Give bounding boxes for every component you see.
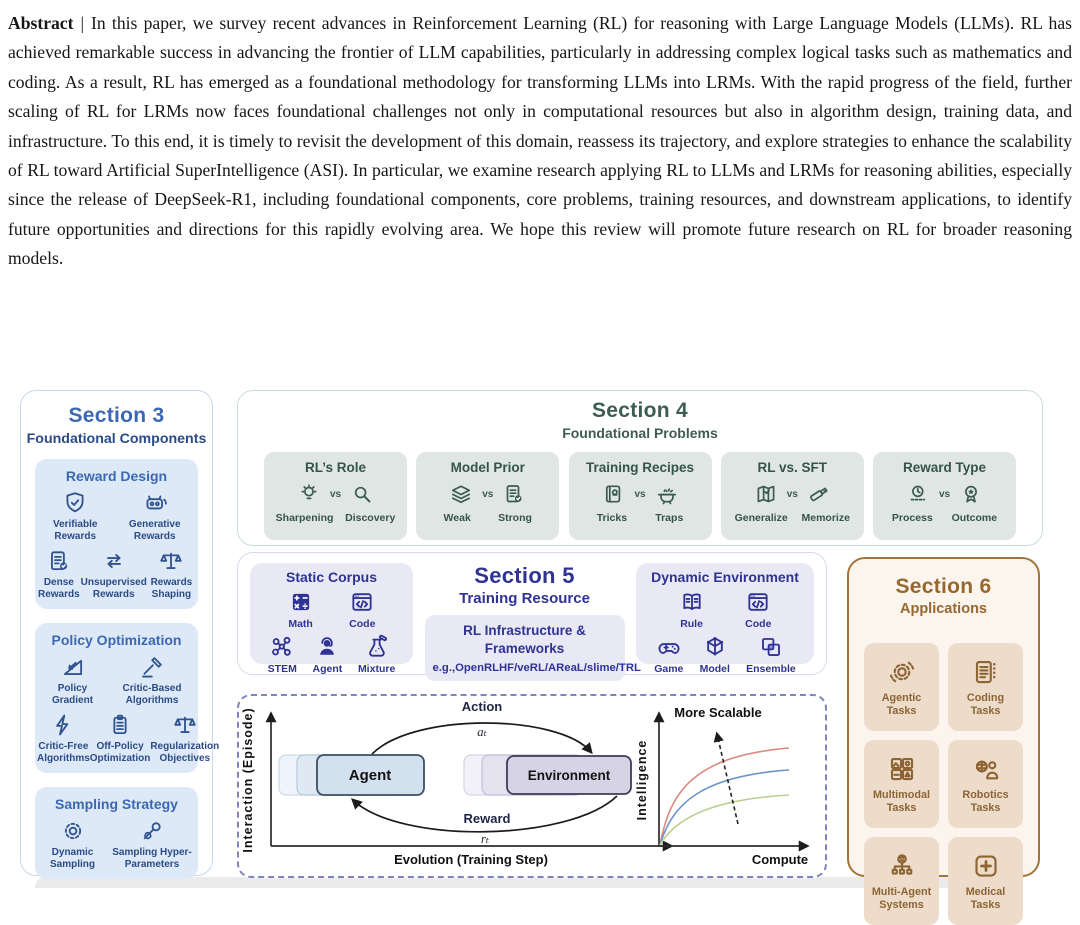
option-label: Weak [443,512,471,524]
rl-infrastructure-box [425,615,641,681]
application-card-multi-agent-systems [864,837,939,925]
icon-row [37,712,220,764]
robot-icon [142,490,168,516]
option-label: Tricks [596,512,628,524]
label-row [264,512,407,524]
item-label: Verifiable Rewards [52,519,98,542]
item-label: Model [699,663,730,676]
card-label: Robotics Tasks [962,789,1009,814]
figure-item-math [288,589,314,630]
environment-label: Environment [527,768,611,783]
label-row [873,512,1016,524]
figure-item-code [745,589,771,630]
figure-item-generative-rewards [113,490,196,542]
icon-row [37,548,196,600]
gavel-icon [139,654,165,680]
icon-row [638,634,812,675]
figure-item-agent [313,634,343,675]
doc-check-icon [502,482,526,506]
option-label: Process [891,512,933,524]
figure-item-mixture [358,634,395,675]
item-label: Rule [680,618,703,630]
group-sampling-strategy [35,787,198,879]
application-card-robotics-tasks [948,740,1023,828]
section5-subtitle: Training Resource [459,590,590,607]
group-policy-optimization [35,623,220,773]
section3-panel [20,390,220,876]
section5-center [423,563,641,675]
option-label: Sharpening [275,512,334,524]
item-label: Regularization Objectives [150,741,220,764]
medical-icon [971,851,1001,881]
item-label: Mixture [357,663,396,676]
figure-item-sampling-hyper-parameters [108,818,196,870]
section6-panel [847,557,1040,911]
gear-sync-icon [887,657,917,687]
reward-symbol: rₜ [480,831,490,846]
application-card-medical-tasks [948,837,1023,925]
dynamic-environment-panel [636,563,814,676]
group-title: Sampling Strategy [55,796,178,812]
vs-row [873,482,1016,506]
molecule-icon [269,634,295,660]
item-label: Sampling Hyper-Parameters [112,847,192,870]
multimodal-icon [887,754,917,784]
bolt-icon [50,712,76,738]
figure-item-off-policy-optimization [90,712,151,764]
scaling-curve-bottom [660,795,789,845]
gear-icon [60,818,86,844]
calculator-icon [288,589,314,615]
option-label: Outcome [951,512,998,524]
cube-icon [702,634,728,660]
item-label: Ensemble [746,663,796,676]
clock-icon [906,482,930,506]
vs-row [569,482,712,506]
problem-card-model-prior [416,452,559,540]
scale-icon [172,712,198,738]
item-label: Code [349,618,376,630]
pot-icon [655,482,679,506]
item-label: Generative Rewards [128,519,181,542]
section6-title: Section 6 [895,575,992,598]
vs-row [721,482,864,506]
scale-icon [158,548,184,574]
vs-row [264,482,407,506]
option-label: Generalize [734,512,788,524]
option-label: Memorize [801,512,850,524]
scaling-curve-middle [660,770,789,845]
controller-icon [656,634,682,660]
card-label: Agentic Tasks [881,692,922,717]
item-label: Unsupervised Rewards [80,577,147,600]
item-label: Critic-Free Algorithms [37,741,90,764]
section4-cards [238,452,1042,540]
code-icon [745,589,771,615]
vs-label: vs [786,488,798,500]
label-row [569,512,712,524]
section5-panel [237,552,827,675]
item-label: Math [288,618,313,630]
figure-item-dense-rewards [37,548,81,600]
static-corpus-items [252,589,411,675]
option-label: Discovery [345,512,396,524]
usb-icon [807,482,831,506]
open-book-icon [679,589,705,615]
ramp-icon [60,654,86,680]
application-card-multimodal-tasks [864,740,939,828]
static-corpus-panel [250,563,413,676]
option-label: Strong [498,512,532,524]
card-title: Model Prior [450,460,525,475]
agent-label: Agent [348,767,392,784]
section3-groups [21,447,220,879]
card-label: Multimodal Tasks [873,789,930,814]
group-title: Policy Optimization [51,632,182,648]
doc-check-icon [46,548,72,574]
figure-item-dynamic-sampling [37,818,108,870]
coding-doc-icon [971,657,1001,687]
figure-item-verifiable-rewards [37,490,113,542]
icon-row [37,490,196,542]
item-label: Dense Rewards [37,577,80,600]
abstract-text: In this paper, we survey recent advances in Reinforcement Learning (RL) for reasoning with Large Language Models (LLMs). RL has achieved remarkable success in advancing the frontier of LLM capabilities, particularly in addressing complex logical tasks such as mathematics and coding. As a result, RL has emerged as a foundational methodology for transforming LLMs into LRMs. With the rapid progress of the field, further scaling of RL for LRMs now faces foundational challenges not only in computational resources but also in algorithm design, training data, and infrastructure. To this end, it is timely to revisit the development of this domain, reassess its trajectory, and explore strategies to enhance the scalability of RL toward Artificial SuperIntelligence (ASI). In particular, we examine research applying RL to LLMs and LRMs for reasoning abilities, especially since the release of DeepSeek-R1, including foundational components, core problems, training resources, and downstream applications, to identify future opportunities and directions for this rapidly evolving area. We hope this review will promote future research on RL for broader reasoning models. [8,13,1072,269]
clipboard-icon [107,712,133,738]
scaling-y-axis-label: Intelligence [635,739,649,821]
item-label: Critic-Based Algorithms [122,683,182,706]
application-card-coding-tasks [948,643,1023,731]
dynamic-environment-title: Dynamic Environment [651,569,799,585]
section6-subtitle: Applications [899,601,987,617]
scaling-x-axis-label: Compute [751,852,809,867]
card-label: Multi-Agent Systems [871,886,932,911]
label-row [416,512,559,524]
problem-card-training-recipes [569,452,712,540]
icon-row [252,589,411,630]
figure-item-code [349,589,375,630]
section3-title: Section 3 [68,404,165,427]
vs-label: vs [938,488,951,500]
more-scalable-label: More Scalable [674,705,762,720]
icon-row [638,589,812,630]
person-icon [314,634,340,660]
group-title: Reward Design [65,468,168,484]
figure-item-critic-free-algorithms [37,712,90,764]
icon-row [37,818,196,870]
figure-item-unsupervised-rewards [81,548,147,600]
card-label: Medical Tasks [965,886,1006,911]
card-title: Reward Type [902,460,987,475]
item-label: Policy Gradient [51,683,94,706]
section6-cards [849,643,1038,925]
abstract-paragraph [8,0,1072,274]
item-label: Game [654,663,684,676]
dynamic-environment-items [638,589,812,675]
rl-infrastructure-title: RL Infrastructure & Frameworks [463,623,586,656]
option-label: Traps [655,512,684,524]
abstract-label: Abstract [8,13,74,33]
section4-title: Section 4 [591,399,689,422]
figure-item-model [700,634,730,675]
card-title: RL vs. SFT [757,460,828,475]
medal-icon [959,482,983,506]
map-icon [754,482,778,506]
item-label: Dynamic Sampling [49,847,95,870]
cycle-icon [101,548,127,574]
figure-item-rewards-shaping [147,548,196,600]
action-symbol: aₜ [477,724,487,739]
vs-row [416,482,559,506]
group-reward-design [35,459,198,609]
book-icon [601,482,625,506]
figure-item-regularization-objectives [150,712,219,764]
static-corpus-title: Static Corpus [285,569,377,585]
icon-row [37,654,196,706]
section4-panel [237,390,1043,546]
layers-icon [449,482,473,506]
item-label: STEM [267,663,297,676]
section5-title: Section 5 [474,563,575,588]
figure-item-ensemble [746,634,796,675]
loop-y-axis-label: Interaction (Episode) [241,707,255,853]
card-label: Coding Tasks [966,692,1005,717]
rl-loop-scaling-panel [237,694,827,878]
application-card-agentic-tasks [864,643,939,731]
reward-label: Reward [463,811,511,826]
magnifier-icon [350,482,374,506]
item-label: Off-Policy Optimization [89,741,151,764]
bulb-icon [297,482,321,506]
item-label: Rewards Shaping [150,577,193,600]
figure-item-rule [679,589,705,630]
card-title: RL’s Role [304,460,366,475]
multiagent-icon [887,851,917,881]
section3-subtitle: Foundational Components [26,431,207,447]
shield-check-icon [62,490,88,516]
loop-x-axis-label: Evolution (Training Step) [394,852,548,867]
rl-loop-and-scaling-diagram [239,696,825,876]
wrench-icon [139,818,165,844]
item-label: Agent [312,663,343,676]
vs-label: vs [634,488,646,500]
section4-subtitle: Foundational Problems [562,425,718,441]
card-title: Training Recipes [585,460,695,475]
problem-card-reward-type [873,452,1016,540]
figure-item-policy-gradient [37,654,108,706]
problem-card-rl-s-role [264,452,407,540]
ensemble-icon [758,634,784,660]
code-icon [349,589,375,615]
vs-label: vs [482,488,494,500]
rl-infrastructure-examples: e.g.,OpenRLHF/veRL/AReaL/slime/TRL [432,662,641,675]
figure-item-stem [268,634,297,675]
robot-person-icon [971,754,1001,784]
figure-item-critic-based-algorithms [108,654,196,706]
vs-label: vs [329,488,342,500]
abstract-separator: | [80,13,85,33]
icon-row [252,634,411,675]
label-row [721,512,864,524]
beaker-icon [364,634,390,660]
figure-item-game [654,634,683,675]
item-label: Code [745,618,772,630]
scalability-trend-arrow [717,734,738,824]
problem-card-rl-vs-sft [721,452,864,540]
action-label: Action [461,699,503,714]
